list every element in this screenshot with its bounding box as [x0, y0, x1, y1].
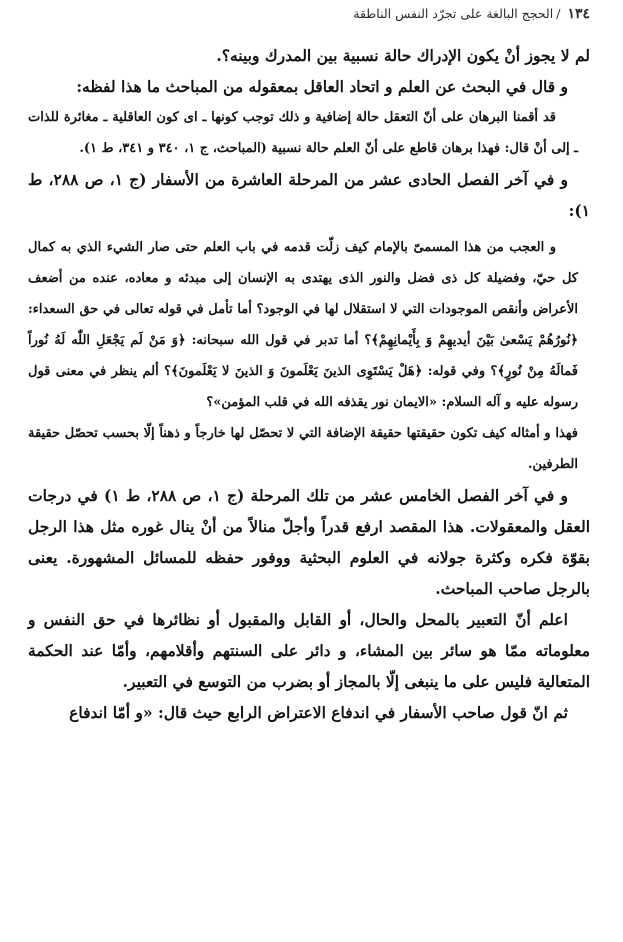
document-page [28, 6, 590, 728]
running-header [28, 6, 590, 26]
paragraph-3: و في آخر الفصل الحادى عشر من المرحلة العاشرة من الأسفار (ج ١، ص ٢٨٨، ط ١): [28, 170, 590, 220]
paragraph-4: و في آخر الفصل الخامس عشر من تلك المرحلة (ج ١، ص ٢٨٨، ط ١) في درجات العقل والمعقولات. هذا المقصد ارفع قدراً وأجلّ منالاً من أنْ ينال غوره مثل هذا الرجل بقوّة فكره وكثرة جولانه في العلوم البحثية ووفور حفظه للمسائل المشهورة. يعنى بالرجل صاحب المباحث. [28, 486, 590, 598]
header-separator: / [556, 6, 561, 21]
paragraph-2: و قال في البحث عن العلم و اتحاد العاقل بمعقوله من المباحث ما هذا لفظه: [76, 77, 568, 96]
paragraph-1: لم لا يجوز أنْ يكون الإدراك حالة نسبية بين المدرك وبينه؟. [216, 46, 590, 65]
quote-paragraph-2: و العجب من هذا المسمىّ بالإمام كيف زلّت قدمه في باب العلم حتى صار الشيء الذي به كمال كل حيّ، وفضيلة كل ذى فضل والنور الذى يهتدى به الإنسان إلى مبدئه و معاده، عنده من أضعف الأعراض وأنقص الموجودات التي لا استقلال لها في الوجود؟ أما تأمل في قوله تعالى في حق السعداء: ﴿نُورُهُمْ يَسْعىٰ بَيْنَ أيديهِمْ وَ بِأَيْمانِهِمْ﴾؟ أما تدبر في قول الله سبحانه: ﴿وَ مَنْ لَم يَجْعَلِ اللّٰه لَهُ نُوراً فَمالَهُ مِنْ نُورٍ﴾؟ وفي قوله: ﴿هَلْ يَسْتَوِى الذينَ يَعْلَمونَ وَ الذينَ لا يَعْلَمونَ﴾؟ ألم ينظر في معنى قول رسوله عليه و آله السلام: «الايمان نور يقذفه الله في قلب المؤمن»؟ [28, 240, 578, 410]
running-title: الحجج البالغة على تجرّد النفس الناطقة [353, 6, 554, 21]
paragraph-5: اعلم أنّ التعبير بالمحل والحال، أو القابل والمقبول أو نظائرها في حق النفس و معلوماته ممّا هو سائر بين المشاء، و دائر على السنتهم وأقلامهم، وأمّا عند الحكمة المتعالية فليس على ما ينبغى إلّا بالمجاز أو بضرب من التوسع في التعبير. [28, 610, 590, 691]
quote-paragraph-1: قد أقمنا البرهان على أنّ التعقل حالة إضافية و ذلك توجب كونها ـ اى كون العاقلية ـ مغائرة للذات ـ إلى أنْ قال: فهذا برهان قاطع على أنّ العلم حالة نسبية (المباحث، ج ١، ٣٤٠ و ٣٤١، ط ١). [28, 110, 578, 156]
paragraph-6: ثم انّ قول صاحب الأسفار في اندفاع الاعتراض الرابع حيث قال: «و أمّا اندفاع [69, 703, 568, 722]
quote-paragraph-3: فهذا و أمثاله كيف تكون حقيقتها حقيقة الإضافة التي لا تحصّل لها خارجاً و ذهناً إلّا بحسب تحصّل حقيقة الطرفين. [28, 426, 578, 472]
page-number: ١٣٤ [567, 6, 590, 22]
